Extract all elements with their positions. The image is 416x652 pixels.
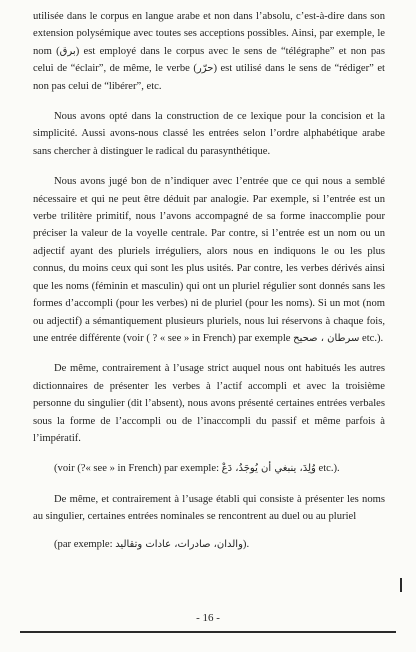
text-run: De même, et contrairement à l’usage établi qui consiste à présenter les noms au singulier, certaines entrées nominales se rencontrent au duel ou au pluriel bbox=[33, 493, 385, 523]
arabic-example: وُلِدَ، ينبغي أن يُوجَدُ، دَعْ bbox=[221, 463, 316, 475]
paragraph-p3 bbox=[33, 173, 385, 347]
paragraph-p4 bbox=[33, 360, 385, 447]
page-number: - 16 - bbox=[196, 612, 220, 624]
text-run: ) est utilisé dans le sens de “rédiger” et non pas celui de “libérer”, etc. bbox=[33, 63, 385, 92]
text-run: Nous avons jugé bon de n’indiquer avec l’entrée que ce qui nous a semblé nécessaire et qui ne peut être déduit par analogie. Par exemple, si l’entrée est un verbe trilitère primitif, nous l’avons accompagné de sa forme inaccomplie pour préciser la valeur de la voyelle centrale. Par contre, si l’entrée est un nom ou un adjectif ayant des pluriels irréguliers, alors nous en indiquons le ou les plus connus, du moins ceux qui sont les plus usités. Par contre, les verbes dérivés ainsi que les noms (féminin et masculin) qui ont un pluriel régulier sont donnés sans les formes d’accompli (pour les verbes) ni de pluriel (pour les noms). Si un mot (nom ou adjectif) a sémantiquement plusieurs pluriels, nous lui réservons à chaque fois, une entrée différente (voir ( ? « see » in French) par exemple bbox=[33, 176, 385, 344]
text-run: etc.). bbox=[315, 463, 340, 475]
text-run: Nous avons opté dans la construction de ce lexique pour la concision et la simplicité. Aussi avons-nous classé les entrées selon l’ordre alphabétique arabe sans chercher à distinguer le radical du parasynthétique. bbox=[33, 111, 385, 157]
body-text bbox=[33, 8, 385, 566]
text-run: ) est employé dans le corpus avec le sens de “télégraphe” et non pas celui de “éclair”, de même, le verbe ( bbox=[33, 45, 385, 75]
paragraph-p6 bbox=[33, 491, 385, 526]
paragraph-p1 bbox=[33, 8, 385, 95]
text-run: etc.). bbox=[359, 332, 384, 344]
text-run: utilisée dans le corpus en langue arabe et non dans l’absolu, c’est-à-dire dans son extension polysémique avec toutes ses acceptions possibles. Ainsi, par exemple, le nom ( bbox=[33, 11, 385, 57]
arabic-example: برق bbox=[59, 45, 76, 57]
paragraph-p2 bbox=[33, 108, 385, 160]
arabic-example: سرطان ، صحيح bbox=[293, 332, 360, 344]
footer-rule bbox=[20, 631, 396, 633]
margin-mark bbox=[400, 578, 402, 592]
arabic-example: والدان، صادرات، عادات وتقاليد bbox=[115, 538, 243, 550]
text-run: (par exemple: bbox=[54, 538, 116, 550]
text-run: ). bbox=[242, 538, 250, 550]
text-run: De même, contrairement à l’usage strict auquel nous ont habitués les autres dictionnaires de présenter les verbes à l’actif accompli et avec la troisième personne du singulier (dit l’absent), nous avons présenté certaines entrées verbales sous la forme de l’accompli ou de l’inaccompli du passif et même parfois à l’impératif. bbox=[33, 363, 385, 444]
paragraph-p7 bbox=[33, 536, 385, 553]
text-run: (voir (?« see » in French) par exemple: bbox=[54, 463, 222, 475]
paragraph-p5 bbox=[33, 460, 385, 477]
arabic-example: حرّر bbox=[196, 63, 214, 75]
